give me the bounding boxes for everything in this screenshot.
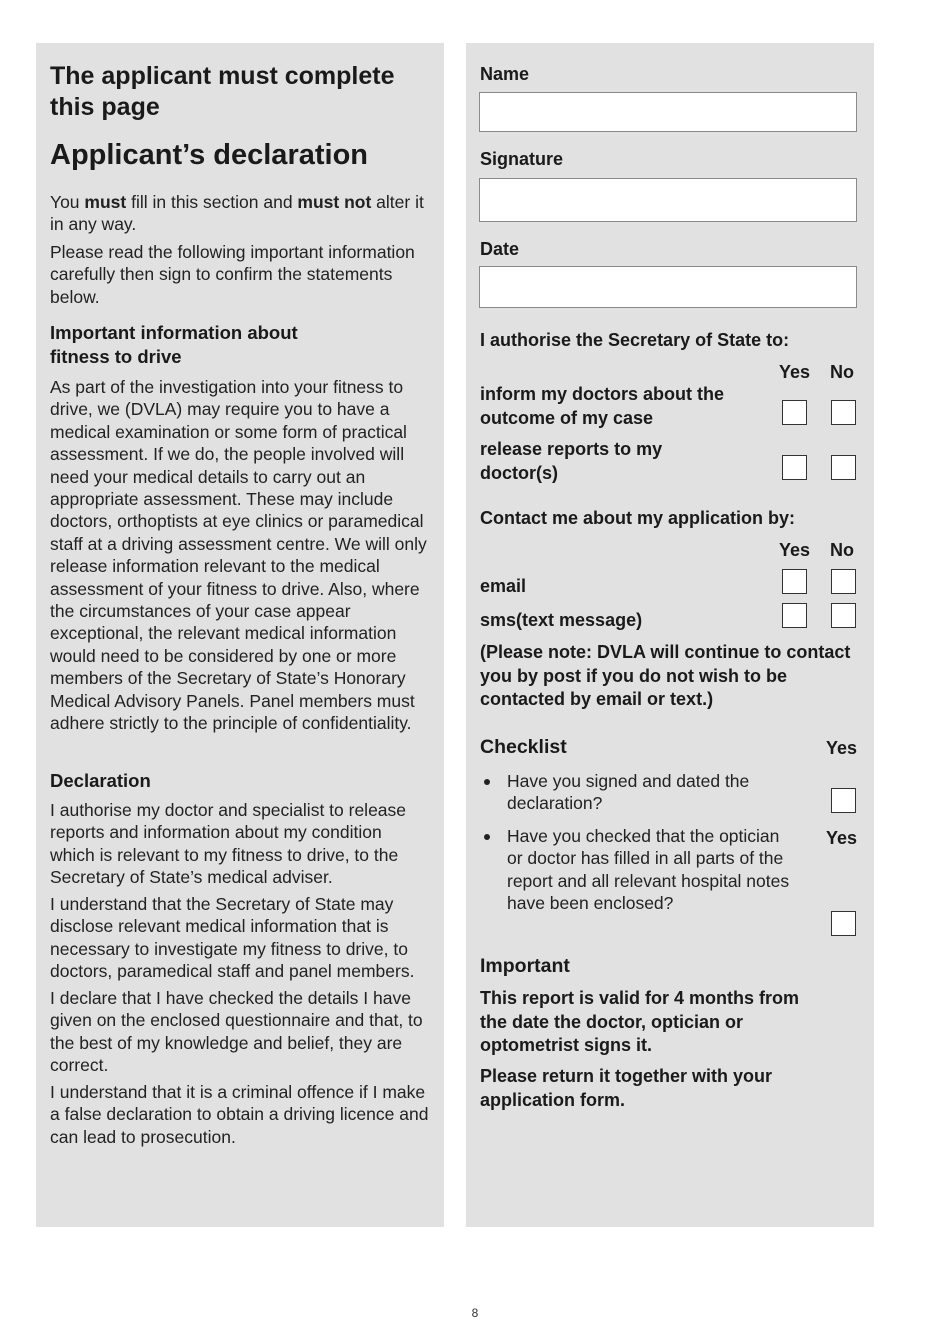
contact-item-email: email [480, 576, 527, 596]
signature-field[interactable] [479, 178, 857, 222]
contact-item-sms: sms(text message) [480, 610, 643, 630]
declaration-para-3: I declare that I have checked the details I have given on the enclosed questionnaire and that, to the best of my knowledge and belief, they are correct. [50, 988, 423, 1076]
signature-label: Signature [480, 149, 564, 169]
checklist-item-checked: Have you checked that the optician or doctor has filled in all parts of the report and all relevant hospital notes have been enclosed? [507, 826, 790, 914]
report-complete-yes-checkbox[interactable] [831, 911, 856, 936]
authorise-item-release: release reports to my doctor(s) [480, 439, 663, 483]
info-heading: Important information about fitness to drive [50, 322, 298, 367]
date-label: Date [480, 239, 520, 259]
contact-heading: Contact me about my application by: [480, 508, 796, 528]
date-field[interactable] [479, 266, 857, 308]
release-reports-no-checkbox[interactable] [831, 455, 856, 480]
declaration-para-4: I understand that it is a criminal offence if I make a false declaration to obtain a driving licence and can lead to prosecution. [50, 1082, 429, 1147]
sms-no-checkbox[interactable] [831, 603, 856, 628]
declaration-para-1: I authorise my doctor and specialist to release reports and information about my condition which is relevant to my fitness to drive, to the Secretary of State’s medical adviser. [50, 800, 407, 888]
contact-note: (Please note: DVLA will continue to contact you by post if you do not wish to be contacted by email or text.) [480, 642, 851, 709]
checklist-item-signed: Have you signed and dated the declaration? [507, 771, 750, 814]
authorise-item-inform: inform my doctors about the outcome of my case [480, 384, 725, 428]
authorise-heading: I authorise the Secretary of State to: [480, 330, 790, 350]
checklist-yes-header-2: Yes [826, 828, 858, 848]
applicant-form-panel [466, 43, 874, 1227]
checklist-heading: Checklist [480, 736, 567, 758]
contact-no-header: No [830, 540, 854, 560]
declaration-para-2: I understand that the Secretary of State may disclose relevant medical information that is necessary to investigate my fitness to drive, to doctors, paramedical staff and panel members. [50, 894, 415, 982]
bullet-icon [484, 834, 490, 840]
signed-dated-yes-checkbox[interactable] [831, 788, 856, 813]
intro-text-2: Please read the following important information carefully then sign to confirm the statements below. [50, 242, 415, 307]
declaration-subheading: Declaration [50, 770, 151, 791]
declaration-heading: Applicant’s declaration [50, 139, 368, 171]
bullet-icon [484, 779, 490, 785]
release-reports-yes-checkbox[interactable] [782, 455, 807, 480]
email-no-checkbox[interactable] [831, 569, 856, 594]
authorise-yes-header: Yes [779, 362, 811, 382]
intro-text: You must fill in this section and must not alter it in any way. [50, 192, 424, 235]
applicant-instructions-panel [36, 43, 444, 1227]
page-number: 8 [471, 1306, 479, 1320]
contact-yes-header: Yes [779, 540, 811, 560]
important-validity: This report is valid for 4 months from the date the doctor, optician or optometrist signs it. [480, 988, 800, 1055]
important-return: Please return it together with your application form. [480, 1066, 773, 1110]
name-field[interactable] [479, 92, 857, 132]
name-label: Name [480, 64, 530, 84]
page-title: The applicant must complete this page [50, 62, 395, 121]
checklist-yes-header: Yes [826, 738, 858, 758]
inform-doctors-yes-checkbox[interactable] [782, 400, 807, 425]
inform-doctors-no-checkbox[interactable] [831, 400, 856, 425]
info-text: As part of the investigation into your fitness to drive, we (DVLA) may require you to have a medical examination or some form of practical assessment. If we do, the people involved will need your medical details to carry out an appropriate assessment. These may include doctors, orthoptists at eye clinics or paramedical staff at a driving assessment centre. We will only release information relevant to the medical assessment of your fitness to drive. Also, where the circumstances of your case appear exceptional, the relevant medical information would need to be considered by one or more members of the Secretary of State’s Honorary Medical Advisory Panels. Panel members must adhere strictly to the principle of confidentiality. [50, 377, 427, 734]
authorise-no-header: No [830, 362, 854, 382]
sms-yes-checkbox[interactable] [782, 603, 807, 628]
email-yes-checkbox[interactable] [782, 569, 807, 594]
important-heading: Important [480, 955, 570, 977]
